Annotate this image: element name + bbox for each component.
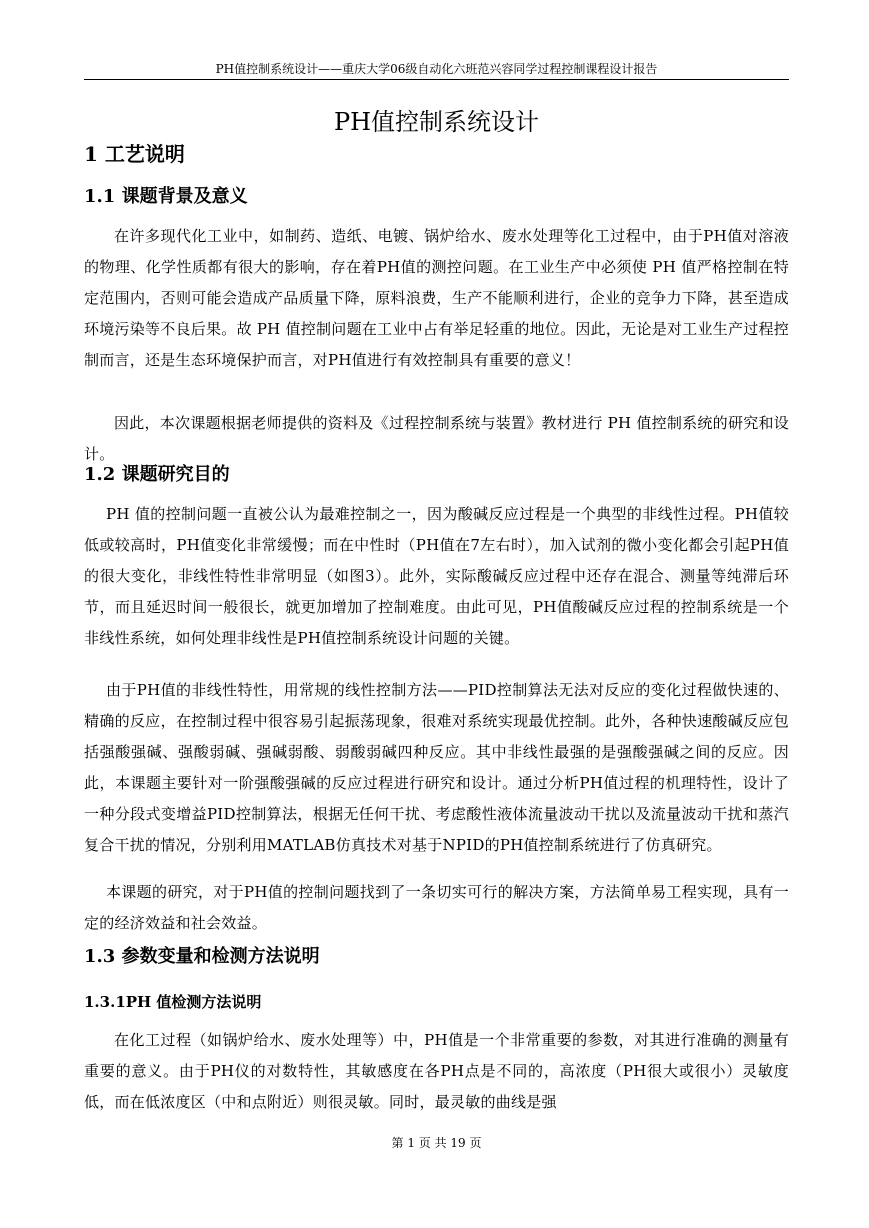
section-1-3-1-heading: 1.3.1PH 值检测方法说明 (84, 993, 262, 1011)
section-1-2-paragraph-3: 本课题的研究，对于PH值的控制问题找到了一条切实可行的解决方案，方法简单易工程实现，具有一定的经济效益和社会效益。 (84, 883, 789, 932)
section-1-2-paragraph-2: 由于PH值的非线性特性，用常规的线性控制方法——PID控制算法无法对反应的变化过程做快速的、精确的反应，在控制过程中很容易引起振荡现象，很难对系统实现最优控制。此外，各种快速酸碱反应包括强酸强碱、强酸弱碱、强碱弱酸、弱酸弱碱四种反应。其中非线性最强的是强酸强碱之间的反应。因此，本课题主要针对一阶强酸强碱的反应过程进行研究和设计。通过分析PH值过程的机理特性，设计了一种分段式变增益PID控制算法，根据无任何干扰、考虑酸性液体流量波动干扰以及流量波动干扰和蒸汽复合干扰的情况，分别利用MATLAB仿真技术对基于NPID的PH值控制系统进行了仿真研究。 (84, 681, 789, 854)
section-1-3-1-paragraph-1: 在化工过程（如锅炉给水、废水处理等）中，PH值是一个非常重要的参数，对其进行准确的测量有重要的意义。由于PH仪的对数特性，其敏感度在各PH点是不同的，高浓度（PH很大或很小）灵敏度低，而在低浓度区（中和点附近）则很灵敏。同时，最灵敏的曲线是强 (84, 1031, 789, 1111)
section-1-2-heading: 1.2 课题研究目的 (84, 464, 230, 485)
section-1-2-paragraph-1: PH 值的控制问题一直被公认为最难控制之一，因为酸碱反应过程是一个典型的非线性过程。PH值较低或较高时，PH值变化非常缓慢；而在中性时（PH值在7左右时），加入试剂的微小变化都会引起PH值的很大变化，非线性特性非常明显（如图3）。此外，实际酸碱反应过程中还存在混合、测量等纯滞后环节，而且延迟时间一般很长，就更加增加了控制难度。由此可见，PH值酸碱反应过程的控制系统是一个非线性系统，如何处理非线性是PH值控制系统设计问题的关键。 (84, 505, 789, 647)
section-1-1-heading: 1.1 课题背景及意义 (84, 186, 248, 207)
document-title: PH值控制系统设计 (333, 108, 540, 137)
section-1-1-paragraph-1: 在许多现代化工业中，如制药、造纸、电镀、锅炉给水、废水处理等化工过程中，由于PH值对溶液的物理、化学性质都有很大的影响，存在着PH值的测控问题。在工业生产中必须使 PH 值严格控制在特定范围内，否则可能会造成产品质量下降，原料浪费，生产不能顺利进行，企业的竞争力下降，甚至造成环境污染等不良后果。故 PH 值控制问题在工业中占有举足轻重的地位。因此，无论是对工业生产过程控制而言，还是生态环境保护而言，对PH值进行有效控制具有重要的意义！ (84, 227, 789, 369)
section-1-3-heading: 1.3 参数变量和检测方法说明 (84, 946, 320, 967)
section-1-1-paragraph-2: 因此，本次课题根据老师提供的资料及《过程控制系统与装置》教材进行 PH 值控制系统的研究和设计。 (84, 414, 789, 463)
running-header: PH值控制系统设计——重庆大学06级自动化六班范兴容同学过程控制课程设计报告 (84, 60, 789, 80)
page-number: 第 1 页 共 19 页 (391, 1136, 482, 1150)
section-1-heading: 1 工艺说明 (84, 142, 185, 166)
